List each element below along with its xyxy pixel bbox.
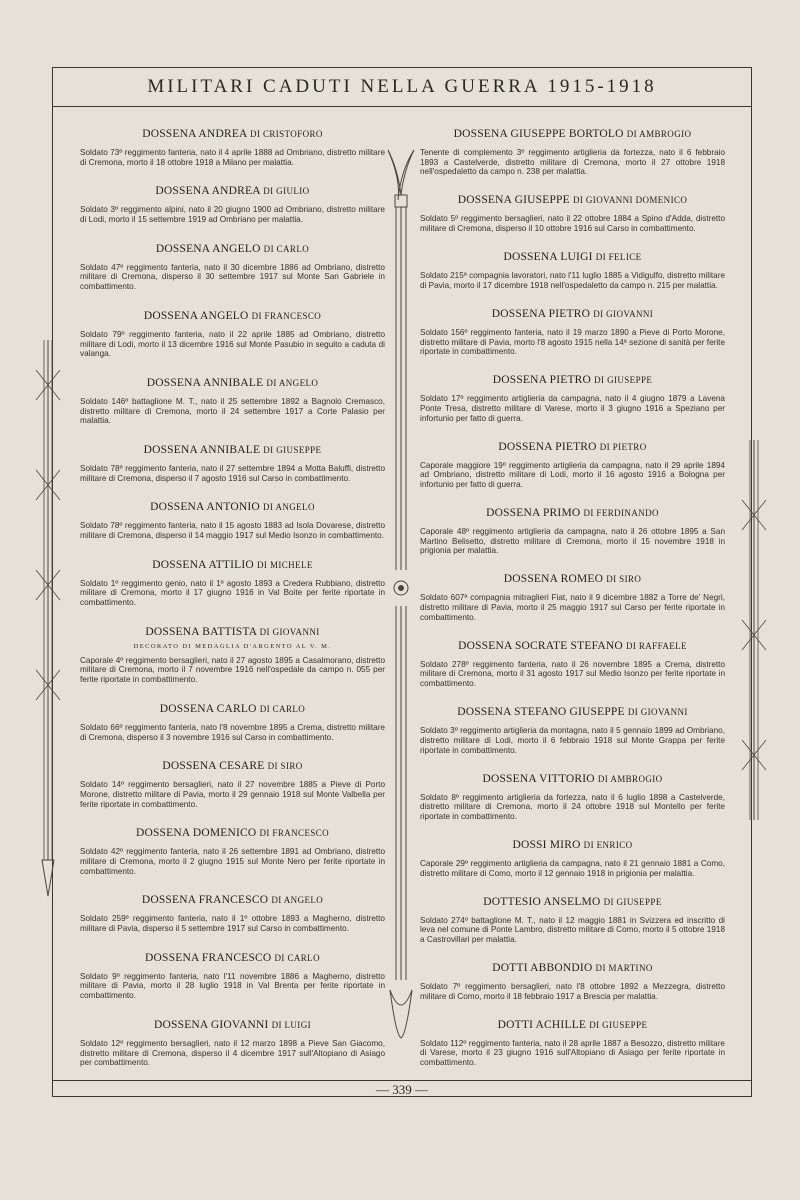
entry-name (420, 128, 725, 140)
entry (80, 501, 385, 540)
sword-ornament-icon (30, 340, 66, 900)
entry-name (80, 377, 385, 389)
patronymic: DI SIRO (267, 761, 303, 772)
patronymic: DI GIUSEPPE (603, 896, 662, 907)
entry-name (420, 706, 725, 718)
entry-text: Caporale maggiore 19º reggimento artiglieria da campagna, nato il 29 aprile 1894 ad Ombriano, distretto militare di Lodi, morto il 16 agosto 1916 a Bologna per infortunio per fatto di guerra. (420, 460, 725, 489)
surname: DOSSENA DOMENICO (135, 827, 257, 840)
patronymic: DI CARLO (274, 952, 320, 963)
surname: DOSSENA GIOVANNI (154, 1018, 269, 1031)
entry-name (420, 507, 725, 519)
running-title: MILITARI CADUTI NELLA GUERRA 1915-1918 (147, 76, 657, 97)
entry (80, 559, 385, 608)
surname: DOSSENA GIUSEPPE (457, 194, 570, 207)
page-number: — 339 — (376, 1082, 428, 1097)
entry (420, 773, 725, 822)
entry-name (420, 573, 725, 585)
patronymic: DI CARLO (259, 703, 306, 714)
patronymic: DI AMBROGIO (597, 773, 663, 784)
entry (420, 839, 725, 878)
surname: DOSSENA ANGELO (155, 242, 261, 255)
entry (80, 444, 385, 483)
entry-text: Soldato 17º reggimento artiglieria da campagna, nato il 4 giugno 1879 a Lavena Ponte Tresa, distretto militare di Varese, morto il 3 giugno 1916 a Speziano per infortunio per fatto di guerra. (420, 394, 725, 423)
entry-text: Soldato 156º reggimento fanteria, nato il 19 marzo 1890 a Pieve di Porto Morone, distretto militare di Pavia, morto l'8 agosto 1915 nella 14ª sezione di sanità per ferite riportate in combattimento. (420, 327, 725, 357)
surname: DOSSENA ATTILIO (152, 558, 254, 571)
surname: DOSSENA PIETRO (492, 374, 592, 387)
surname: DOSSENA ANNIBALE (146, 376, 264, 389)
entry-decoration: DECORATO DI MEDAGLIA D'ARGENTO AL V. M. (133, 642, 332, 650)
patronymic: DI GIUSEPPE (594, 375, 653, 386)
surname: DOTTI ABBONDIO (492, 962, 593, 975)
entry (420, 640, 725, 689)
surname: DOTTESIO ANSELMO (483, 895, 601, 908)
entry-name (80, 559, 385, 571)
entry-text: Soldato 146º battaglione M. T., nato il 25 settembre 1892 a Bagnolo Cremasco, distretto militare di Cremona, morto il 24 settembre 1917 a Corte Palasio per malattia. (80, 396, 385, 426)
entry (420, 251, 725, 290)
patronymic: DI GIOVANNI (259, 626, 320, 637)
entry (80, 243, 385, 292)
entry (420, 374, 725, 423)
entry (80, 1019, 385, 1068)
entry-text: Soldato 3º reggimento artiglieria da montagna, nato il 5 gennaio 1899 ad Ombriano, distretto militare di Lodi, morto il 6 febbraio 1918 sul Monte Grappa per ferite riportate in combattimento. (420, 726, 725, 755)
surname: DOSSENA SOCRATE STEFANO (458, 639, 623, 652)
entry-text: Soldato 112º reggimento fanteria, nato il 28 aprile 1887 a Besozzo, distretto militare di Varese, morto il 23 giugno 1916 sull'Altopiano di Asiago per ferite riportate in combattimento. (420, 1038, 725, 1068)
surname: DOSSENA ANGELO (143, 309, 249, 322)
patronymic: DI GIOVANNI (627, 707, 688, 718)
patronymic: DI MARTINO (595, 963, 653, 974)
surname: DOSSI MIRO (512, 838, 581, 851)
fasces-ornament-icon (384, 140, 418, 1040)
entry-text: Soldato 1º reggimento genio, nato il 1º agosto 1893 a Credera Rubbiano, distretto militare di Cremona, morto il 17 giugno 1916 in Val Boite per ferite riportate in combattimento. (80, 578, 385, 608)
entry-name (80, 827, 385, 839)
entry (80, 760, 385, 809)
sword-ornament-icon (736, 440, 772, 820)
surname: DOSSENA ANDREA (155, 185, 261, 198)
entry (420, 507, 725, 556)
patronymic: DI PIETRO (599, 441, 647, 452)
entry (80, 703, 385, 742)
entry (420, 962, 725, 1001)
entry-name (420, 194, 725, 206)
patronymic: DI CRISTOFORO (250, 129, 323, 139)
patronymic: DI CARLO (263, 243, 310, 254)
patronymic: DI ANGELO (271, 895, 324, 906)
surname: DOSSENA GIUSEPPE BORTOLO (453, 128, 624, 140)
entry-text: Soldato 73º reggimento fanteria, nato il 4 aprile 1888 ad Ombriano, distretto militare di Cremona, morto il 18 ottobre 1918 a Milano per malattia. (80, 148, 385, 167)
entry-name (420, 962, 725, 974)
entry-text: Soldato 78º reggimento fanteria, nato il 27 settembre 1894 a Motta Baluffi, distretto militare di Cremona, disperso il 7 agosto 1916 sul Carso in combattimento. (80, 463, 385, 483)
entry-name (80, 128, 385, 140)
patronymic: DI GIOVANNI (593, 308, 654, 319)
entry (80, 310, 385, 359)
entry (420, 1019, 725, 1068)
footer-rule (52, 1080, 752, 1081)
entry (80, 128, 385, 167)
patronymic: DI ENRICO (583, 839, 633, 850)
left-column (80, 128, 385, 1068)
entry (80, 894, 385, 933)
patronymic: DI GIUSEPPE (263, 444, 322, 455)
entry-name (80, 501, 385, 513)
entry-name (80, 310, 385, 322)
entry-text: Soldato 12º reggimento bersaglieri, nato il 12 marzo 1898 a Pieve San Giacomo, distretto militare di Cremona, disperso il 4 dicembre 1917 sull'Altopiano di Asiago per combattimento. (80, 1038, 385, 1068)
entry-name (80, 243, 385, 255)
surname: DOSSENA PIETRO (498, 440, 597, 453)
entry-text: Soldato 8º reggimento artiglieria da fortezza, nato il 6 luglio 1898 a Castelverde, distretto militare di Cremona, morto il 24 ottobre 1918 sul Montello per ferite riportate in combattimento. (420, 792, 725, 821)
patronymic: DI MICHELE (257, 559, 313, 570)
patronymic: DI GIULIO (263, 186, 310, 197)
surname: DOSSENA CESARE (162, 760, 265, 773)
surname: DOSSENA ANDREA (142, 128, 247, 140)
patronymic: DI ANGELO (266, 377, 319, 388)
entry (80, 377, 385, 426)
entry-text: Soldato 66º reggimento fanteria, nato l'8 novembre 1895 a Crema, distretto militare di Cremona, disperso il 3 novembre 1916 sul Carso in combattimento. (80, 722, 385, 742)
surname: DOSSENA PRIMO (486, 507, 581, 519)
entry-name (420, 839, 725, 851)
entry-name (420, 640, 725, 652)
patronymic: DI FRANCESCO (259, 828, 330, 839)
surname: DOSSENA LUIGI (503, 251, 593, 264)
patronymic: DI FRANCESCO (251, 310, 322, 321)
surname: DOSSENA ROMEO (503, 573, 604, 586)
entry-name (420, 1019, 725, 1031)
entry-name (80, 1019, 385, 1031)
entry-text: Tenente di complemento 3º reggimento artiglieria da fortezza, nato il 6 febbraio 1893 a Castelverde, distretto militare di Cremona, morto il 27 ottobre 1918 nell'ospedaletto da campo n. 238 per malattia. (420, 148, 725, 177)
surname: DOTTI ACHILLE (497, 1018, 587, 1031)
entry-text: Soldato 274º battaglione M. T., nato il 12 maggio 1881 in Svizzera ed inscritto di leva nel comune di Ponte Lambro, distretto militare di Como, morto il 5 ottobre 1918 a Castrovillari per malattia. (420, 915, 725, 945)
entry-text: Soldato 9º reggimento fanteria, nato l'11 novembre 1886 a Magherno, distretto militare di Pavia, morto il 28 luglio 1918 in Val Brenta per ferite riportate in combattimento. (80, 971, 385, 1001)
patronymic: DI SIRO (606, 574, 642, 585)
patronymic: DI LUIGI (271, 1019, 311, 1030)
entry-name (420, 773, 725, 785)
surname: DOSSENA CARLO (159, 702, 257, 715)
entry-text: Soldato 79º reggimento fanteria, nato il 22 aprile 1885 ad Ombriano, distretto militare di Lodi, morto il 13 dicembre 1916 sul Monte Pasubio in seguito a caduta di valanga. (80, 329, 385, 359)
entry (420, 706, 725, 755)
entry-name (80, 952, 385, 964)
entry (420, 441, 725, 490)
entry (420, 308, 725, 357)
right-column (420, 128, 725, 1068)
patronymic: DI FERDINANDO (583, 508, 659, 518)
entry-name (80, 185, 385, 197)
entry (420, 128, 725, 177)
entry (80, 827, 385, 876)
entry-name (420, 251, 725, 263)
entry-name (80, 703, 385, 715)
surname: DOSSENA ANNIBALE (143, 443, 261, 456)
patronymic: DI ANGELO (263, 502, 315, 513)
patronymic: DI GIOVANNI DOMENICO (572, 195, 688, 206)
entry-text: Soldato 3º reggimento alpini, nato il 20 giugno 1900 ad Ombriano, distretto militare di Lodi, morto il 15 settembre 1919 ad Ombriano per malattia. (80, 205, 385, 225)
patronymic: DI GIUSEPPE (589, 1019, 648, 1030)
surname: DOSSENA FRANCESCO (141, 894, 269, 907)
surname: DOSSENA STEFANO GIUSEPPE (457, 706, 625, 719)
entry (80, 185, 385, 224)
entry-name (80, 626, 385, 638)
header-rule (52, 106, 752, 107)
entry-text: Soldato 78º reggimento fanteria, nato il 15 agosto 1883 ad Isola Dovarese, distretto militare di Cremona, disperso il 14 maggio 1917 sul Medio Isonzo in combattimento. (80, 521, 385, 541)
entry (420, 896, 725, 945)
surname: DOSSENA VITTORIO (482, 772, 595, 785)
entry-name (420, 374, 725, 386)
entry-text: Caporale 4º reggimento bersaglieri, nato il 27 agosto 1895 a Casalmorano, distretto militare di Cremona, morto il 7 novembre 1916 nell'ospedale da campo n. 055 per ferite riportate in combattimento. (80, 655, 385, 685)
entry-text: Soldato 14º reggimento bersaglieri, nato il 27 novembre 1885 a Pieve di Porto Morone, distretto militare di Pavia, morto il 29 gennaio 1918 sul Monte Valbella per ferite riportate in combattimento. (80, 780, 385, 809)
entry (80, 952, 385, 1001)
entry-text: Soldato 278º reggimento fanteria, nato il 26 novembre 1895 a Crema, distretto militare di Cremona, morto il 31 agosto 1917 sul Medio Isonzo per ferite riportate in combattimento. (420, 659, 725, 689)
surname: DOSSENA ANTONIO (150, 501, 260, 514)
entry-text: Soldato 47º reggimento fanteria, nato il 30 dicembre 1886 ad Ombriano, distretto militare di Cremona, disperso il 30 settembre 1917 sul Monte San Gabriele in combattimento. (80, 262, 385, 292)
entry-text: Soldato 42º reggimento fanteria, nato il 26 settembre 1891 ad Ombriano, distretto militare di Cremona, morto il 2 giugno 1915 sul Monte Nero per ferite riportate in combattimento. (80, 847, 385, 876)
entry-name (420, 896, 725, 908)
entry-name (420, 308, 725, 320)
surname: DOSSENA FRANCESCO (145, 951, 272, 964)
patronymic: DI AMBROGIO (626, 129, 692, 139)
entry (420, 573, 725, 622)
patronymic: DI RAFFAELE (625, 640, 687, 651)
entry-name (80, 444, 385, 456)
entry-name (80, 760, 385, 772)
entry-text: Caporale 48º reggimento artiglieria da campagna, nato il 26 ottobre 1895 a San Martino Belisetto, distretto militare di Cremona, morto il 15 novembre 1918 in prigionia per malattia. (420, 527, 725, 556)
patronymic: DI FELICE (595, 252, 642, 263)
surname: DOSSENA BATTISTA (145, 625, 257, 638)
entry-text: Caporale 29º reggimento artiglieria da campagna, nato il 21 gennaio 1881 a Como, distretto militare di Como, morto il 12 gennaio 1918 in prigionia per malattia. (420, 858, 725, 878)
entry-name (420, 441, 725, 453)
entry-name (80, 894, 385, 906)
entry-text: Soldato 5º reggimento bersaglieri, nato il 22 ottobre 1884 a Spino d'Adda, distretto militare di Cremona, disperso il 10 ottobre 1916 sul Carso in combattimento. (420, 214, 725, 234)
surname: DOSSENA PIETRO (491, 307, 591, 320)
entry (420, 194, 725, 233)
entry-text: Soldato 215ª compagnia lavoratori, nato l'11 luglio 1885 a Vidigulfo, distretto militare di Pavia, morto il 17 dicembre 1918 nell'ospedaletto da campo n. 215 per malattia. (420, 271, 725, 290)
entry (80, 626, 385, 685)
entry-text: Soldato 607ª compagnia mitraglieri Fiat, nato il 9 dicembre 1882 a Torre de' Negri, distretto militare di Pavia, morto il 25 maggio 1917 sul Carso per ferite riportate in combattimento. (420, 593, 725, 622)
entry-text: Soldato 7º reggimento bersaglieri, nato l'8 ottobre 1892 a Mezzegra, distretto militare di Como, morto il 18 febbraio 1917 a Brescia per malattia. (420, 982, 725, 1001)
entry-text: Soldato 259º reggimento fanteria, nato il 1º ottobre 1893 a Magherno, distretto militare di Pavia, disperso il 5 settembre 1917 sul Carso in combattimento. (80, 914, 385, 934)
